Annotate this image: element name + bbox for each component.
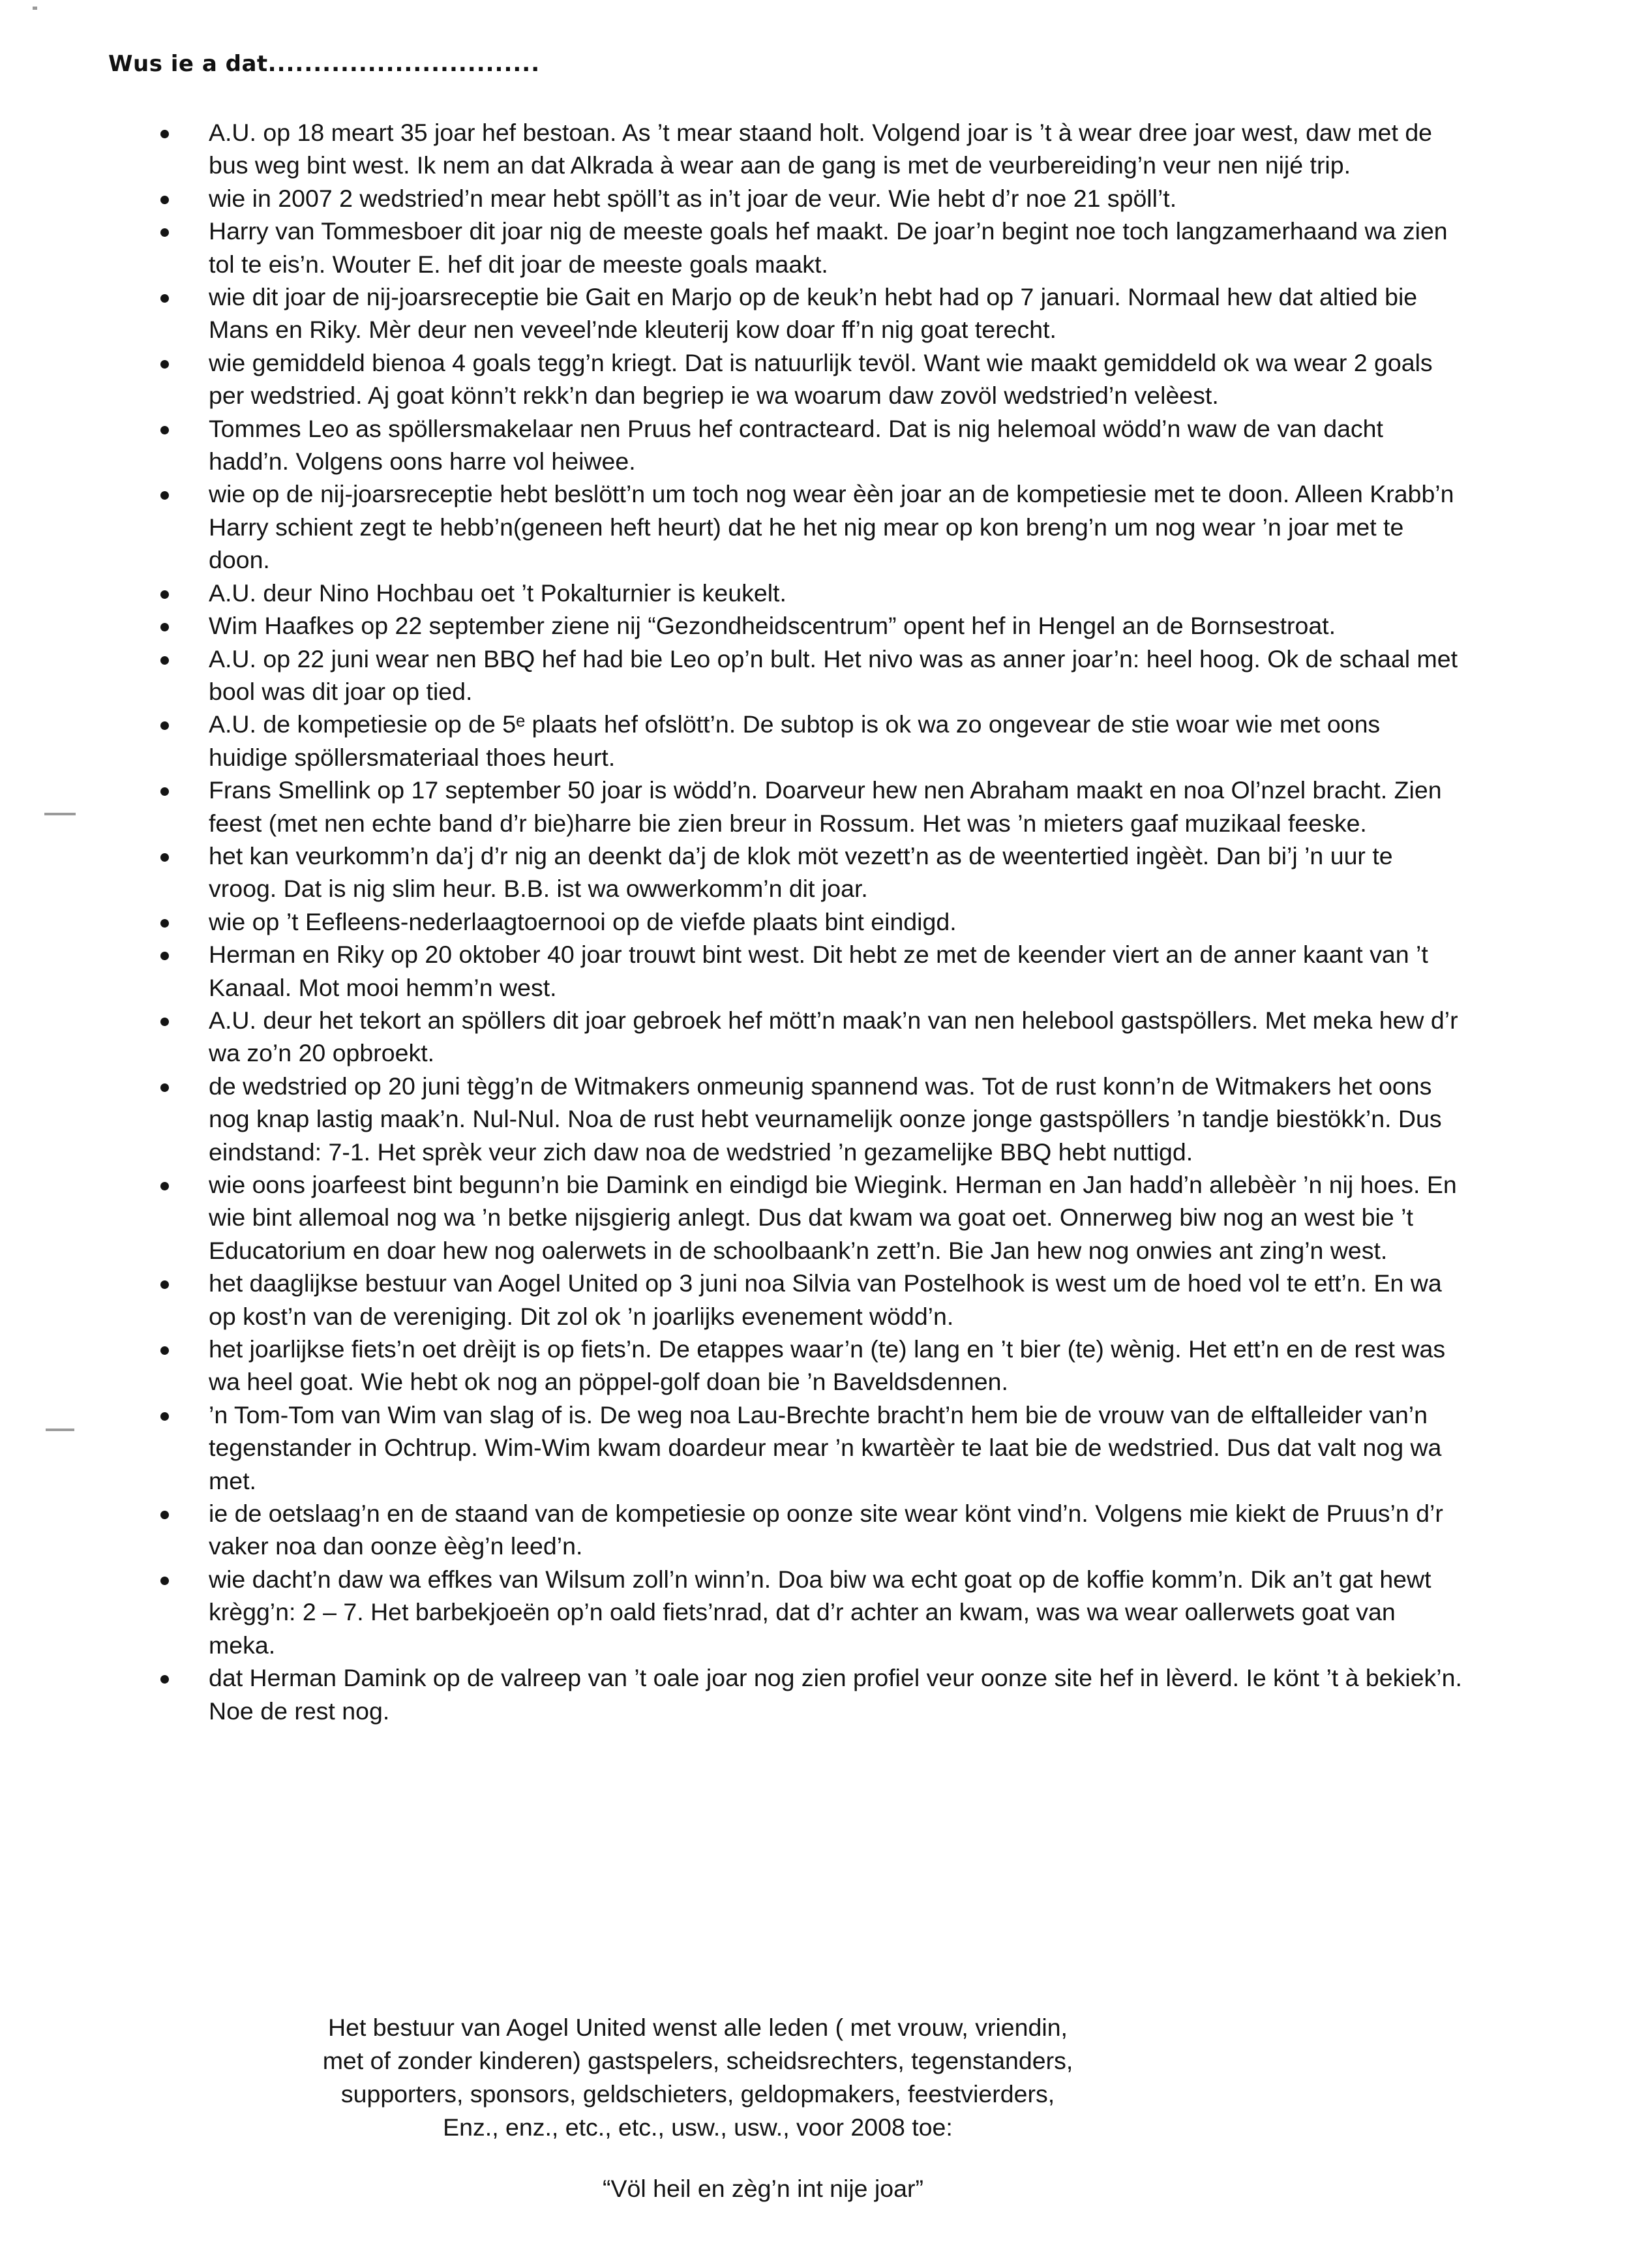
list-item — [158, 346, 1462, 412]
list-item — [158, 577, 1462, 609]
page-title — [108, 51, 540, 77]
item-text: Wim Haafkes op 22 september ziene nij “Gezondheidscentrum” opent hef in Hengel an de Bornsestroat. — [209, 612, 1336, 640]
bullet-icon — [160, 360, 169, 369]
item-text: wie op de nij-joarsreceptie hebt beslött’n um toch nog wear èèn joar an de kompetiesie met te doon. Alleen Krabb’n Harry schient zegt te hebb’n(geneen heft heurt) dat he het nig mear op kon breng’n um nog wear ’n joar met te doon. — [209, 480, 1454, 574]
bullet-icon — [160, 1412, 169, 1421]
bullet-icon — [160, 294, 169, 303]
scan-speck — [46, 1429, 74, 1431]
list-item — [158, 1497, 1462, 1563]
item-text: het joarlijkse fiets’n oet drèijt is op fiets’n. De etappes waar’n (te) lang en ’t bier (te) wènig. Het ett’n en de rest was wa heel goat. Wie hebt ok nog an pöppel-golf doan bie ’n Baveldsdennen. — [209, 1335, 1446, 1396]
list-item — [158, 116, 1462, 182]
list-item — [158, 1004, 1462, 1070]
closing-line: met of zonder kinderen) gastspelers, scheidsrechters, tegenstanders, — [322, 2047, 1073, 2074]
list-item — [158, 1267, 1462, 1333]
list-item — [158, 182, 1462, 215]
item-text: A.U. deur Nino Hochbau oet ’t Pokalturnier is keukelt. — [209, 579, 787, 607]
item-text: Harry van Tommesboer dit joar nig de meeste goals hef maakt. De joar’n begint noe toch langzamerhaand wa zien tol te eis’n. Wouter E. hef dit joar de meeste goals maakt. — [209, 217, 1448, 278]
bullet-icon — [160, 196, 169, 204]
bullet-icon — [160, 1182, 169, 1190]
bullet-icon — [160, 228, 169, 237]
bullet-icon — [160, 721, 169, 730]
item-text: de wedstried op 20 juni tègg’n de Witmakers onmeunig spannend was. Tot de rust konn’n de Witmakers het oons nog knap lastig maak’n. Nul-Nul. Noa de rust hebt veurnamelijk oonze jonge gastspöllers ’n tandje biestökk’n. Dus eindstand: 7-1. Het sprèk veur zich daw noa de wedstried ’n gezamelijke BBQ hebt nuttigd. — [209, 1072, 1442, 1166]
item-text: wie op ’t Eefleens-nederlaagtoernooi op de viefde plaats bint eindigd. — [209, 907, 957, 935]
item-text: wie gemiddeld bienoa 4 goals tegg’n kriegt. Dat is natuurlijk tevöl. Want wie maakt gemiddeld ok wa wear 2 goals per wedstried. Aj goat könn’t rekk’n dan begriep ie wa woarum daw zovöl wedstried’n velèest. — [209, 348, 1433, 410]
list-item — [158, 839, 1462, 905]
closing-line: Het bestuur van Aogel United wenst alle leden ( met vrouw, vriendin, — [328, 2014, 1068, 2041]
list-item — [158, 774, 1462, 839]
item-text: wie in 2007 2 wedstried’n mear hebt spöll’t as in’t joar de veur. Wie hebt d’r noe 21 spöll’t. — [209, 184, 1177, 212]
bullet-icon — [160, 1280, 169, 1289]
closing-line: Enz., enz., etc., etc., usw., usw., voor 2008 toe: — [443, 2113, 953, 2141]
bullet-icon — [160, 491, 169, 500]
list-item — [158, 1563, 1462, 1661]
item-text: ’n Tom-Tom van Wim van slag of is. De weg noa Lau-Brechte bracht’n hem bie de vrouw van de elftalleider van’n tegenstander in Ochtrup. Wim-Wim kwam doardeur mear ’n kwartèèr te laat bie de wedstried. Dus dat valt nog wa met. — [209, 1400, 1442, 1494]
bullet-icon — [160, 952, 169, 960]
item-text: wie dit joar de nij-joarsreceptie bie Gait en Marjo op de keuk’n hebt had op 7 januari. Normaal hew dat altied bie Mans en Riky. Mèr deur nen veveel’nde kleuterij kow doar ff’n nig goat terecht. — [209, 283, 1418, 344]
item-text: dat Herman Damink op de valreep van ’t oale joar nog zien profiel veur oonze site hef in lèverd. Ie könt ’t à bekiek’n. Noe de rest nog. — [209, 1664, 1462, 1725]
item-text: A.U. op 22 juni wear nen BBQ hef had bie Leo op’n bult. Het nivo was as anner joar’n: heel hoog. Ok de schaal met bool was dit joar op tied. — [209, 644, 1458, 705]
bullet-icon — [160, 1083, 169, 1092]
closing-greeting — [261, 2011, 1135, 2144]
list-item — [158, 708, 1462, 774]
new-year-wish: “Völ heil en zèg’n int nije joar” — [603, 2175, 923, 2202]
closing-line: supporters, sponsors, geldschieters, geldopmakers, feestvierders, — [340, 2080, 1055, 2108]
list-item — [158, 1168, 1462, 1267]
list-item — [158, 938, 1462, 1004]
bullet-icon — [160, 1577, 169, 1585]
bullet-icon — [160, 1675, 169, 1684]
list-item — [158, 643, 1462, 708]
list-item — [158, 609, 1462, 642]
scan-speck — [44, 813, 76, 815]
item-text: het daaglijkse bestuur van Aogel United op 3 juni noa Silvia van Postelhook is west um de hoed vol te ett’n. En wa op kost’n van de vereniging. Dit zol ok ’n joarlijks evenement wödd’n. — [209, 1269, 1442, 1330]
item-text: wie dacht’n daw wa effkes van Wilsum zoll’n winn’n. Doa biw wa echt goat op de koffie komm’n. Dik an’t gat hewt krègg’n: 2 – 7. Het barbekjoeën op’n oald fiets’nrad, dat d’r achter an kwam, was wa wear oallerwets goat van meka. — [209, 1565, 1431, 1659]
item-text: A.U. de kompetiesie op de 5ᵉ plaats hef ofslött’n. De subtop is ok wa zo ongevear de stie woar wie met oons huidige spöllersmateriaal thoes heurt. — [209, 710, 1381, 771]
bullet-icon — [160, 1018, 169, 1026]
bullet-icon — [160, 853, 169, 862]
bullet-icon — [160, 787, 169, 796]
bullet-icon — [160, 590, 169, 599]
bullet-icon — [160, 919, 169, 928]
list-item — [158, 412, 1462, 478]
bullet-icon — [160, 1346, 169, 1355]
list-item — [158, 477, 1462, 576]
bullet-icon — [160, 623, 169, 631]
list-item — [158, 1399, 1462, 1497]
list-item — [158, 1070, 1462, 1168]
item-text: Herman en Riky op 20 oktober 40 joar trouwt bint west. Dit hebt ze met de keender viert an de anner kaant van ’t Kanaal. Mot mooi hemm’n west. — [209, 941, 1428, 1001]
item-text: het kan veurkomm’n da’j d’r nig an deenkt da’j de klok möt vezett’n as de weentertied ingèèt. Dan bi’j ’n uur te vroog. Dat is nig slim heur. B.B. ist wa owwerkomm’n dit joar. — [209, 841, 1393, 903]
title-text: Wus ie a dat — [108, 51, 268, 77]
list-item — [158, 1333, 1462, 1399]
bullet-icon — [160, 1511, 169, 1519]
item-text: Tommes Leo as spöllersmakelaar nen Pruus hef contracteard. Dat is nig helemoal wödd’n waw de van dacht hadd’n. Volgens oons harre vol heiwee. — [209, 414, 1383, 476]
bullet-icon — [160, 130, 169, 138]
scan-speck — [33, 7, 37, 10]
item-text: Frans Smellink op 17 september 50 joar is wödd’n. Doarveur hew nen Abraham maakt en noa Ol’nzel bracht. Zien feest (met nen echte band d’r bie)harre bie zien breur in Rossum. Het was ’n mieters gaaf muzikaal feeske. — [209, 776, 1442, 837]
list-item — [158, 215, 1462, 280]
list-item — [158, 1661, 1462, 1727]
item-text: A.U. deur het tekort an spöllers dit joar gebroek hef mött’n maak’n van nen helebool gastspöllers. Met meka hew d’r wa zo’n 20 opbroekt. — [209, 1006, 1458, 1067]
item-text: wie oons joarfeest bint begunn’n bie Damink en eindigd bie Wiegink. Herman en Jan hadd’n allebèèr ’n nij hoes. En wie bint allemoal nog wa ’n betke nijsgierig anlegt. Dus dat kwam wa goat oet. Onnerweg biw nog an west bie ’t Educatorium en doar hew nog oalerwets in de schoolbaank’n zett’n. Bie Jan hew nog onwies ant zing’n west. — [209, 1171, 1457, 1264]
title-dots: .............................. — [267, 51, 541, 77]
item-text: ie de oetslaag’n en de staand van de kompetiesie op oonze site wear könt vind’n. Volgens mie kiekt de Pruus’n d’r vaker noa dan oonze èèg’n leed’n. — [209, 1500, 1443, 1560]
news-item-list — [158, 116, 1462, 1727]
list-item — [158, 905, 1462, 938]
item-text: A.U. op 18 meart 35 joar hef bestoan. As ’t mear staand holt. Volgend joar is ’t à wear dree joar west, daw met de bus weg bint west. Ik nem an dat Alkrada à wear aan de gang is met de veurbereiding’n veur nen nijé trip. — [209, 119, 1433, 179]
bullet-icon — [160, 656, 169, 665]
list-item — [158, 280, 1462, 346]
bullet-icon — [160, 426, 169, 434]
